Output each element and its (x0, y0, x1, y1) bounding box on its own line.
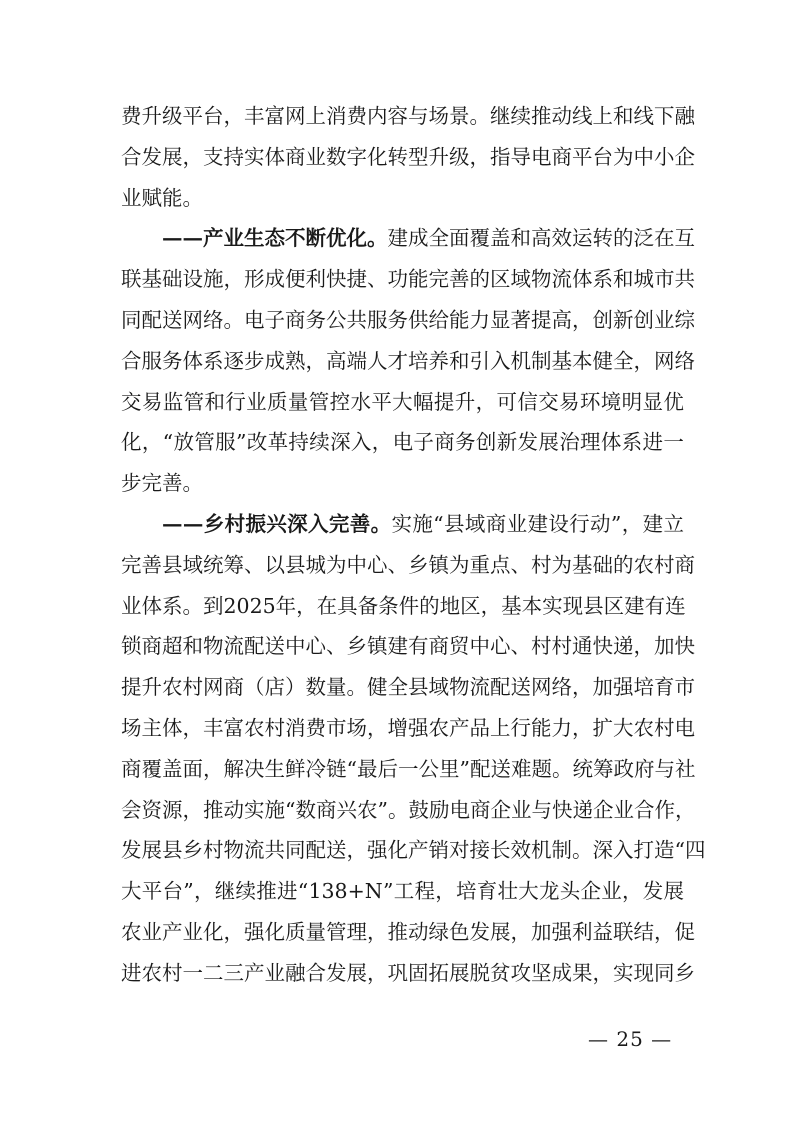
text-line: 商 覆 盖 面 ， 解 决 生 鲜 冷 链 “ 最 后 一 公 里 ” 配 送 难 题 。 统 筹 政 府 与 社 (121, 756, 696, 781)
body-text (121, 96, 706, 994)
text-line: 提 升 农 村 网 商 （ 店 ） 数 量 。 健 全 县 域 物 流 配 送 网 络 ， 加 强 培 育 市 (121, 675, 695, 700)
text-line: 合 服 务 体 系 逐 步 成 熟 ， 高 端 人 才 培 养 和 引 入 机 制 基 本 健 全 ， 网 络 (121, 348, 695, 373)
text-line: 会 资 源 ， 推 动 实 施 “ 数 商 兴 农 ” 。 鼓 励 电 商 企 业 与 快 递 企 业 合 作 ， (121, 797, 696, 822)
text-line: 交 易 监 管 和 行 业 质 量 管 控 水 平 大 幅 提 升 ， 可 信 交 易 环 境 明 显 优 (121, 389, 684, 414)
text-line: 费 升 级 平 台 ， 丰 富 网 上 消 费 内 容 与 场 景 。 继 续 推 动 线 上 和 线 下 融 (121, 104, 695, 128)
text-line: 进 农 村 一 二 三 产 业 融 合 发 展 ， 巩 固 拓 展 脱 贫 攻 坚 成 果 ， 实 现 同 乡 (121, 960, 695, 985)
text-line: 大 平 台 ” ， 继 续 推 进 “ 138+N ” 工 程 ， 培 育 壮 大 龙 头 企 业 ， 发 展 (121, 879, 684, 904)
text-line: 步 完 善 。 (121, 471, 203, 496)
page-number: — 25 — (588, 1027, 673, 1051)
text-line: 联 基 础 设 施 ， 形 成 便 利 快 捷 、 功 能 完 善 的 区 域 物 流 体 系 和 城 市 共 (121, 267, 695, 292)
text-line: 锁 商 超 和 物 流 配 送 中 心 、 乡 镇 建 有 商 贸 中 心 、 村 村 通 快 递 ， 加 快 (121, 634, 695, 659)
text-line: 化 ， “ 放 管 服 ” 改 革 持 续 深 入 ， 电 子 商 务 创 新 发 展 治 理 体 系 进 一 (121, 430, 684, 455)
text-line: 业 赋 能 。 (121, 185, 203, 210)
text-line: 发 展 县 乡 村 物 流 共 同 配 送 ， 强 化 产 销 对 接 长 效 机 制 。 深 入 打 造 “ 四 (121, 838, 706, 863)
text-line: 业 体 系 。 到 2025 年 ， 在 具 备 条 件 的 地 区 ， 基 本 实 现 县 区 建 有 连 (121, 593, 686, 618)
text-line: 同 配 送 网 络 。 电 子 商 务 公 共 服 务 供 给 能 力 显 著 提 高 ， 创 新 创 业 综 (121, 307, 695, 332)
text-line: — — 乡 村 振 兴 深 入 完 善 。 实 施 “ 县 域 商 业 建 设 行 动 ” ， 建 立 (162, 511, 684, 536)
text-line: 农 业 产 业 化 ， 强 化 质 量 管 理 ， 推 动 绿 色 发 展 ， 加 强 利 益 联 结 ， 促 (121, 919, 695, 944)
text-line: 完 善 县 域 统 筹 、 以 县 城 为 中 心 、 乡 镇 为 重 点 、 村 为 基 础 的 农 村 商 (121, 552, 695, 577)
text-line: 合 发 展 ， 支 持 实 体 商 业 数 字 化 转 型 升 级 ， 指 导 电 商 平 台 为 中 小 企 (121, 144, 695, 169)
text-line: — — 产 业 生 态 不 断 优 化 。 建 成 全 面 覆 盖 和 高 效 运 转 的 泛 在 互 (162, 226, 695, 251)
text-line: 场 主 体 ， 丰 富 农 村 消 费 市 场 ， 增 强 农 产 品 上 行 能 力 ， 扩 大 农 村 电 (121, 715, 695, 740)
